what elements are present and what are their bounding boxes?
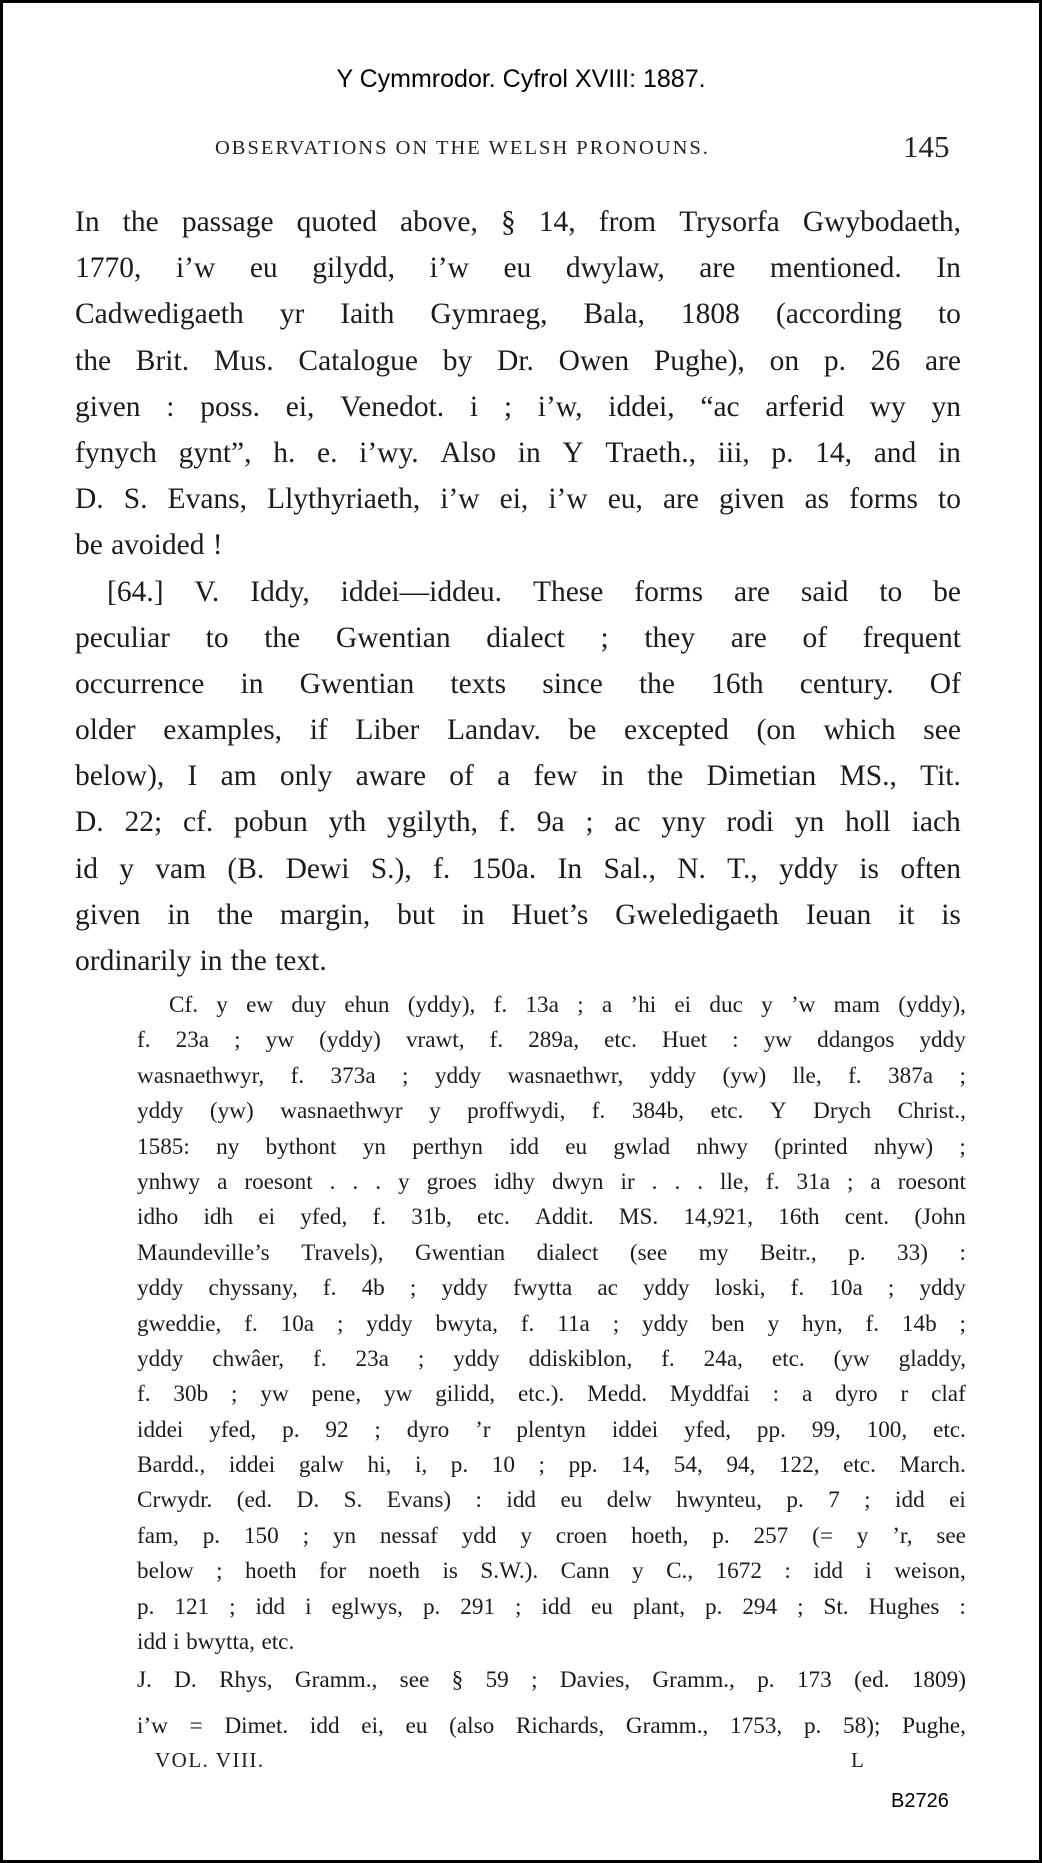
page-number: 145: [903, 129, 950, 164]
footnote-line: 1585: ny bythont yn perthyn idd eu gwlad nhwy (printed nhyw) ;: [137, 1133, 966, 1160]
footnote-line: ynhwy a roesont . . . y groes idhy dwyn ir . . . lle, f. 31a ; a roesont: [137, 1168, 966, 1195]
text-line: Cadwedigaeth yr Iaith Gymraeg, Bala, 1808 (according to: [75, 298, 961, 331]
footnote-block: [137, 988, 966, 1660]
footnote-line: below ; hoeth for noeth is S.W.). Cann y C., 1672 : idd i weison,: [137, 1558, 966, 1585]
text-line: D. 22; cf. pobun yth ygilyth, f. 9a ; ac yny rodi yn holl iach: [75, 806, 961, 839]
text-line: [64.] V. Iddy, iddei—iddeu. These forms are said to be: [107, 575, 961, 608]
footnote-line: yddy chyssany, f. 4b ; yddy fwytta ac yddy loski, f. 10a ; yddy: [137, 1275, 966, 1302]
footnote-line: f. 23a ; yw (yddy) vrawt, f. 289a, etc. Huet : yw ddangos yddy: [137, 1027, 966, 1054]
text-line: peculiar to the Gwentian dialect ; they are of frequent: [75, 621, 961, 654]
footnote-line: Maundeville’s Travels), Gwentian dialect (see my Beitr., p. 33) :: [137, 1239, 966, 1266]
running-head: OBSERVATIONS ON THE WELSH PRONOUNS.: [215, 137, 710, 159]
reference-code: B2726: [891, 1790, 949, 1812]
text-line: 1770, i’w eu gilydd, i’w eu dwylaw, are mentioned. In: [75, 252, 961, 285]
footer-signature: L: [851, 1748, 864, 1772]
footer-volume: VOL. VIII.: [155, 1748, 265, 1772]
footnote-line: iddei yfed, p. 92 ; dyro ’r plentyn iddei yfed, pp. 99, 100, etc.: [137, 1416, 966, 1443]
footnote-line: Cf. y ew duy ehun (yddy), f. 13a ; a ’hi ei duc y ’w mam (yddy),: [169, 992, 966, 1018]
text-line: the Brit. Mus. Catalogue by Dr. Owen Pughe), on p. 26 are: [75, 344, 961, 377]
text-line: ordinarily in the text.: [75, 945, 327, 977]
collection-stamp: Y Cymmrodor. Cyfrol XVIII: 1887.: [336, 65, 706, 93]
footnote-line: J. D. Rhys, Gramm., see § 59 ; Davies, Gramm., p. 173 (ed. 1809): [137, 1667, 966, 1693]
footnote-line: idho idh ei yfed, f. 31b, etc. Addit. MS. 14,921, 16th cent. (John: [137, 1204, 966, 1231]
footnote-line: idd i bwytta, etc.: [137, 1629, 295, 1656]
footnote-line: f. 30b ; yw pene, yw gilidd, etc.). Medd. Myddfai : a dyro r claf: [137, 1381, 966, 1408]
footnote-continuation: [137, 1663, 966, 1755]
footnote-line: wasnaethwyr, f. 373a ; yddy wasnaethwr, yddy (yw) lle, f. 387a ;: [137, 1062, 966, 1089]
text-line: occurrence in Gwentian texts since the 16th century. Of: [75, 667, 961, 700]
text-line: In the passage quoted above, § 14, from Trysorfa Gwybodaeth,: [75, 206, 961, 238]
footnote-line: Crwydr. (ed. D. S. Evans) : idd eu delw hwynteu, p. 7 ; idd ei: [137, 1487, 966, 1514]
main-text: [75, 199, 961, 984]
text-line: D. S. Evans, Llythyriaeth, i’w ei, i’w eu, are given as forms to: [75, 483, 961, 516]
footnote-line: Bardd., iddei galw hi, i, p. 10 ; pp. 14, 54, 94, 122, etc. March.: [137, 1452, 966, 1479]
text-line: given in the margin, but in Huet’s Gweledigaeth Ieuan it is: [75, 898, 961, 931]
text-line: fynych gynt”, h. e. i’wy. Also in Y Traeth., iii, p. 14, and in: [75, 436, 961, 469]
text-line: id y vam (B. Dewi S.), f. 150a. In Sal., N. T., yddy is often: [75, 852, 961, 885]
footnote-line: yddy chwâer, f. 23a ; yddy ddiskiblon, f. 24a, etc. (yw gladdy,: [137, 1345, 966, 1372]
text-line: given : poss. ei, Venedot. i ; i’w, iddei, “ac arferid wy yn: [75, 390, 961, 423]
text-line: below), I am only aware of a few in the Dimetian MS., Tit.: [75, 760, 961, 793]
footnote-line: i’w = Dimet. idd ei, eu (also Richards, Gramm., 1753, p. 58); Pughe,: [137, 1713, 966, 1740]
text-line: be avoided !: [75, 529, 223, 562]
footnote-line: yddy (yw) wasnaethwyr y proffwydi, f. 384b, etc. Y Drych Christ.,: [137, 1098, 966, 1125]
footnote-line: gweddie, f. 10a ; yddy bwyta, f. 11a ; yddy ben y hyn, f. 14b ;: [137, 1310, 966, 1337]
text-line: older examples, if Liber Landav. be excepted (on which see: [75, 714, 961, 747]
footnote-line: p. 121 ; idd i eglwys, p. 291 ; idd eu plant, p. 294 ; St. Hughes :: [137, 1593, 966, 1620]
footnote-line: fam, p. 150 ; yn nessaf ydd y croen hoeth, p. 257 (= y ’r, see: [137, 1522, 966, 1549]
